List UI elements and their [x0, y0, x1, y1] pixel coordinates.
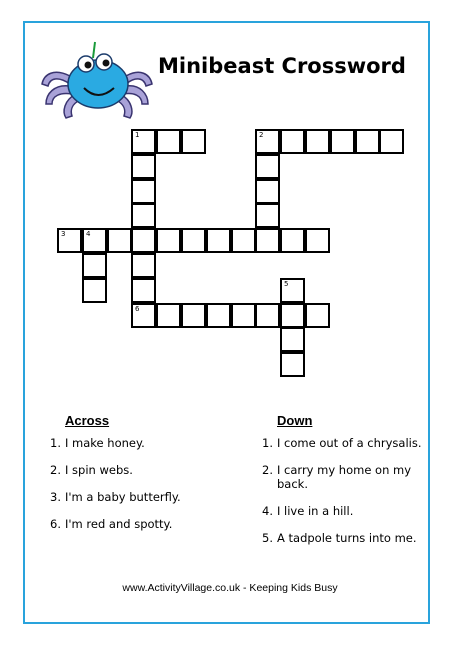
clue-number: 6. [50, 517, 61, 531]
grid-cell[interactable] [255, 203, 280, 228]
grid-cell[interactable] [131, 154, 156, 179]
grid-cell[interactable] [131, 228, 156, 253]
grid-cell[interactable] [156, 228, 181, 253]
clue-text: I make honey. [65, 436, 145, 450]
grid-cell[interactable] [280, 327, 305, 352]
grid-cell[interactable] [330, 129, 355, 154]
across-clue [50, 517, 230, 531]
down-clues [262, 413, 432, 558]
down-clue [262, 504, 432, 518]
grid-cell[interactable] [255, 228, 280, 253]
grid-cell[interactable] [305, 303, 330, 328]
clue-number: 2. [262, 463, 273, 477]
grid-cell[interactable] [181, 129, 206, 154]
down-clue [262, 463, 432, 491]
clue-number: 1. [262, 436, 273, 450]
grid-cell[interactable] [255, 179, 280, 204]
grid-cell[interactable] [255, 303, 280, 328]
page-title: Minibeast Crossword [158, 54, 406, 78]
grid-cell[interactable] [305, 129, 330, 154]
grid-cell[interactable] [280, 278, 305, 303]
clue-text: I carry my home on my back. [277, 463, 412, 491]
grid-cell[interactable] [206, 303, 231, 328]
clue-number-label: 5 [284, 280, 289, 288]
across-clues [50, 413, 230, 544]
clue-number-label: 2 [259, 131, 264, 139]
down-clue [262, 531, 432, 545]
grid-cell[interactable] [131, 129, 156, 154]
grid-cell[interactable] [231, 303, 256, 328]
grid-cell[interactable] [280, 303, 305, 328]
clue-number-label: 1 [135, 131, 140, 139]
grid-cell[interactable] [355, 129, 380, 154]
clue-number: 3. [50, 490, 61, 504]
grid-cell[interactable] [82, 278, 107, 303]
clue-text: I live in a hill. [277, 504, 354, 518]
clue-text: I spin webs. [65, 463, 133, 477]
grid-cell[interactable] [131, 203, 156, 228]
grid-cell[interactable] [57, 228, 82, 253]
grid-cell[interactable] [255, 129, 280, 154]
grid-cell[interactable] [255, 154, 280, 179]
clue-number: 1. [50, 436, 61, 450]
grid-cell[interactable] [82, 228, 107, 253]
clue-text: A tadpole turns into me. [277, 531, 417, 545]
clue-number-label: 4 [86, 230, 91, 238]
grid-cell[interactable] [206, 228, 231, 253]
across-clue [50, 490, 230, 504]
grid-cell[interactable] [379, 129, 404, 154]
footer-text: www.ActivityVillage.co.uk - Keeping Kids Busy [122, 582, 338, 594]
clue-number: 4. [262, 504, 273, 518]
grid-cell[interactable] [280, 129, 305, 154]
grid-cell[interactable] [280, 228, 305, 253]
grid-cell[interactable] [305, 228, 330, 253]
clue-number-label: 3 [61, 230, 66, 238]
grid-cell[interactable] [131, 179, 156, 204]
grid-cell[interactable] [131, 303, 156, 328]
grid-cell[interactable] [181, 228, 206, 253]
grid-cell[interactable] [231, 228, 256, 253]
grid-cell[interactable] [181, 303, 206, 328]
grid-cell[interactable] [156, 303, 181, 328]
grid-cell[interactable] [156, 129, 181, 154]
clue-number: 2. [50, 463, 61, 477]
grid-cell[interactable] [131, 278, 156, 303]
clue-number: 5. [262, 531, 273, 545]
grid-cell[interactable] [280, 352, 305, 377]
down-heading: Down [277, 413, 313, 428]
clue-text: I'm red and spotty. [65, 517, 173, 531]
grid-cell[interactable] [107, 228, 132, 253]
down-clue [262, 436, 432, 450]
clue-number-label: 6 [135, 305, 140, 313]
across-clue [50, 463, 230, 477]
clue-text: I'm a baby butterfly. [65, 490, 181, 504]
clue-text: I come out of a chrysalis. [277, 436, 422, 450]
grid-cell[interactable] [82, 253, 107, 278]
across-heading: Across [65, 413, 110, 428]
grid-cell[interactable] [131, 253, 156, 278]
across-clue [50, 436, 230, 450]
